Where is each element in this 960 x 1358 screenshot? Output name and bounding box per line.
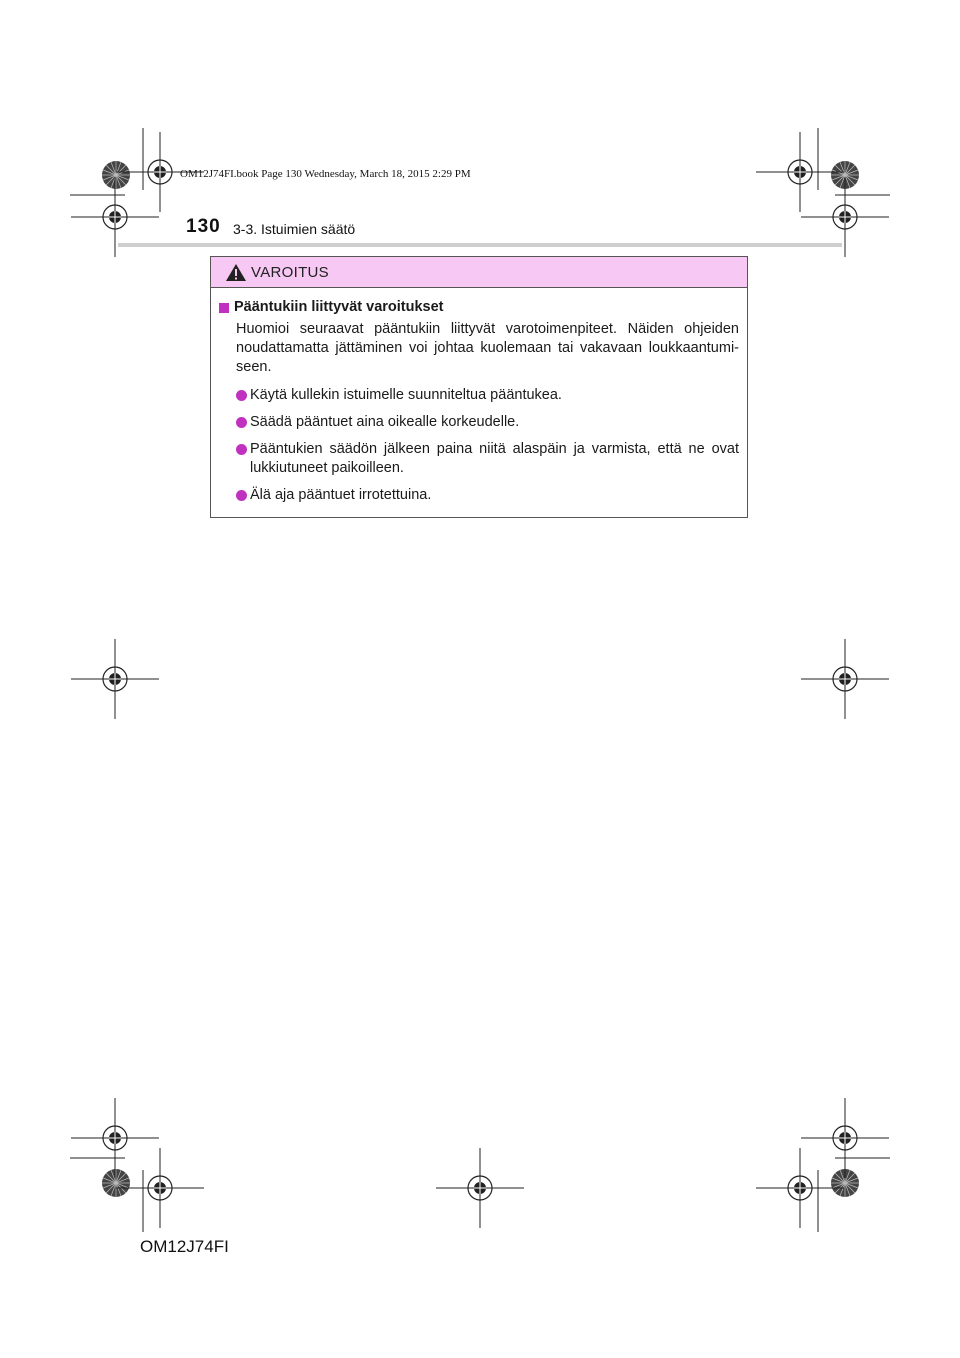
- warning-box: [210, 256, 748, 518]
- warning-intro: Huomioi seuraavat pääntukiin liittyvät varotoimenpiteet. Näiden ohjeiden noudattamatta jättäminen voi johtaa kuolemaan tai vakavaan loukkaantumi-seen.: [236, 321, 739, 375]
- circle-bullet-icon: [236, 390, 247, 401]
- page-number: 130: [186, 216, 221, 237]
- warning-header: [211, 257, 747, 288]
- square-bullet-icon: [219, 303, 229, 313]
- warning-label: VAROITUS: [251, 263, 329, 281]
- circle-bullet-icon: [236, 444, 247, 455]
- circle-bullet-icon: [236, 490, 247, 501]
- header-rule: [118, 243, 842, 247]
- book-page-info: OM12J74FI.book Page 130 Wednesday, March 18, 2015 2:29 PM: [180, 168, 471, 180]
- list-item-text: Pääntukien säädön jälkeen paina niitä alaspäin ja varmista, että ne ovat lukkiutuneet paikoilleen.: [250, 441, 739, 476]
- list-item: [219, 386, 739, 405]
- warning-triangle-icon: [225, 263, 247, 282]
- manual-code: OM12J74FI: [140, 1237, 229, 1256]
- list-item-text: Älä aja pääntuet irrotettuina.: [250, 487, 432, 503]
- warning-topic: [219, 298, 739, 317]
- list-item: [219, 440, 739, 478]
- list-item-text: Säädä pääntuet aina oikealle korkeudelle.: [250, 414, 520, 430]
- warning-body: [211, 288, 747, 505]
- list-item-text: Käytä kullekin istuimelle suunniteltua pääntukea.: [250, 387, 562, 403]
- circle-bullet-icon: [236, 417, 247, 428]
- section-title: 3-3. Istuimien säätö: [233, 221, 356, 237]
- list-item: [219, 413, 739, 432]
- list-item: [219, 486, 739, 505]
- warning-topic-text: Pääntukiin liittyvät varoitukset: [234, 299, 444, 315]
